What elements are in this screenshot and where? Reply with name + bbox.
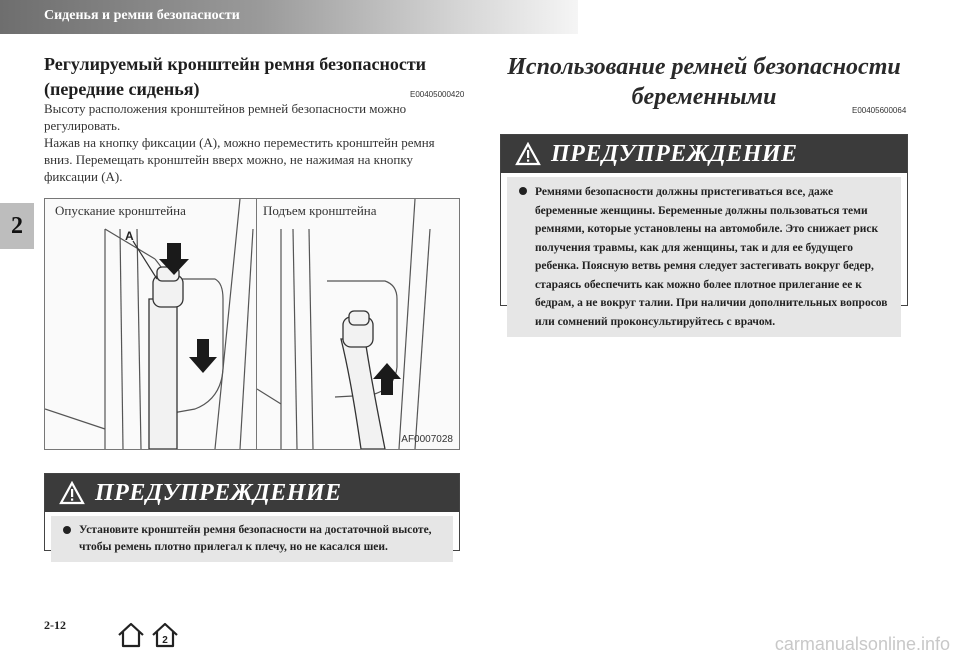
warning-header	[45, 474, 459, 512]
body-text	[44, 100, 464, 185]
warning-title: ПРЕДУПРЕЖДЕНИЕ	[551, 140, 798, 167]
warning-text: Ремнями безопасности должны пристегиваться все, даже беременные женщины. Беременные должны пользоваться теми ремнями, которые установлены на автомобиле. Это снижает риск получения травмы, как для женщины, так и для ее будущего ребенка. Поясную ветвь ремня следует застегивать вокруг бедер, стараясь обеспечить как можно более плотное прилегание ее к бедрам, а не вокруг талии. При наличии дополнительных вопросов или сомнений проконсультируйтесь с врачом.	[535, 186, 888, 328]
bullet-icon	[63, 526, 71, 534]
section-code-left: E00405000420	[410, 90, 465, 99]
warning-box-bracket	[44, 473, 460, 551]
chapter-2-home-icon[interactable]	[150, 620, 180, 650]
bracket-illustration	[44, 198, 460, 450]
body-paragraph-1: Высоту расположения кронштейнов ремней безопасности можно регулировать.	[44, 101, 407, 133]
nav-icons	[116, 620, 180, 650]
heading-line-2: беременными	[631, 84, 777, 110]
warning-triangle-icon	[515, 142, 541, 166]
bracket-illustration-drawing	[45, 199, 460, 450]
chapter-icon-number: 2	[162, 635, 168, 646]
warning-body	[51, 516, 453, 562]
section-code-right: E00405600064	[852, 106, 907, 115]
label-lowering: Опускание кронштейна	[55, 203, 186, 218]
warning-title: ПРЕДУПРЕЖДЕНИЕ	[95, 479, 342, 506]
label-raising: Подъем кронштейна	[263, 203, 377, 218]
warning-triangle-icon	[59, 481, 85, 505]
header-bar	[0, 0, 578, 34]
warning-body	[507, 177, 901, 337]
bullet-icon	[519, 187, 527, 195]
warning-header	[501, 135, 907, 173]
section-heading-bracket: Регулируемый кронштейн ремня безопасности (передние сиденья)	[44, 54, 427, 99]
page-number: 2-12	[44, 618, 66, 632]
warning-text: Установите кронштейн ремня безопасности на достаточной высоте, чтобы ремень плотно прилегал к плечу, но не касался шеи.	[79, 524, 432, 553]
body-paragraph-2: Нажав на кнопку фиксации (А), можно переместить кронштейн ремня вниз. Перемещать кронштейн вверх можно, не нажимая на кнопку фиксации (А).	[44, 135, 435, 184]
header-title: Сиденья и ремни безопасности	[44, 8, 240, 23]
callout-line	[133, 241, 157, 279]
watermark: carmanualsonline.info	[774, 634, 950, 654]
callout-a: A	[125, 229, 134, 243]
heading-line-1: Использование ремней безопасности	[507, 54, 901, 80]
chapter-tab-number: 2	[11, 212, 23, 239]
move-down-arrow	[189, 339, 217, 373]
warning-box-pregnant	[500, 134, 908, 328]
chapter-tab[interactable]	[0, 203, 34, 249]
illustration-code: AF0007028	[401, 434, 453, 445]
home-icon[interactable]	[116, 620, 146, 650]
section-heading-pregnant	[500, 52, 908, 112]
illustration-divider	[256, 199, 257, 449]
